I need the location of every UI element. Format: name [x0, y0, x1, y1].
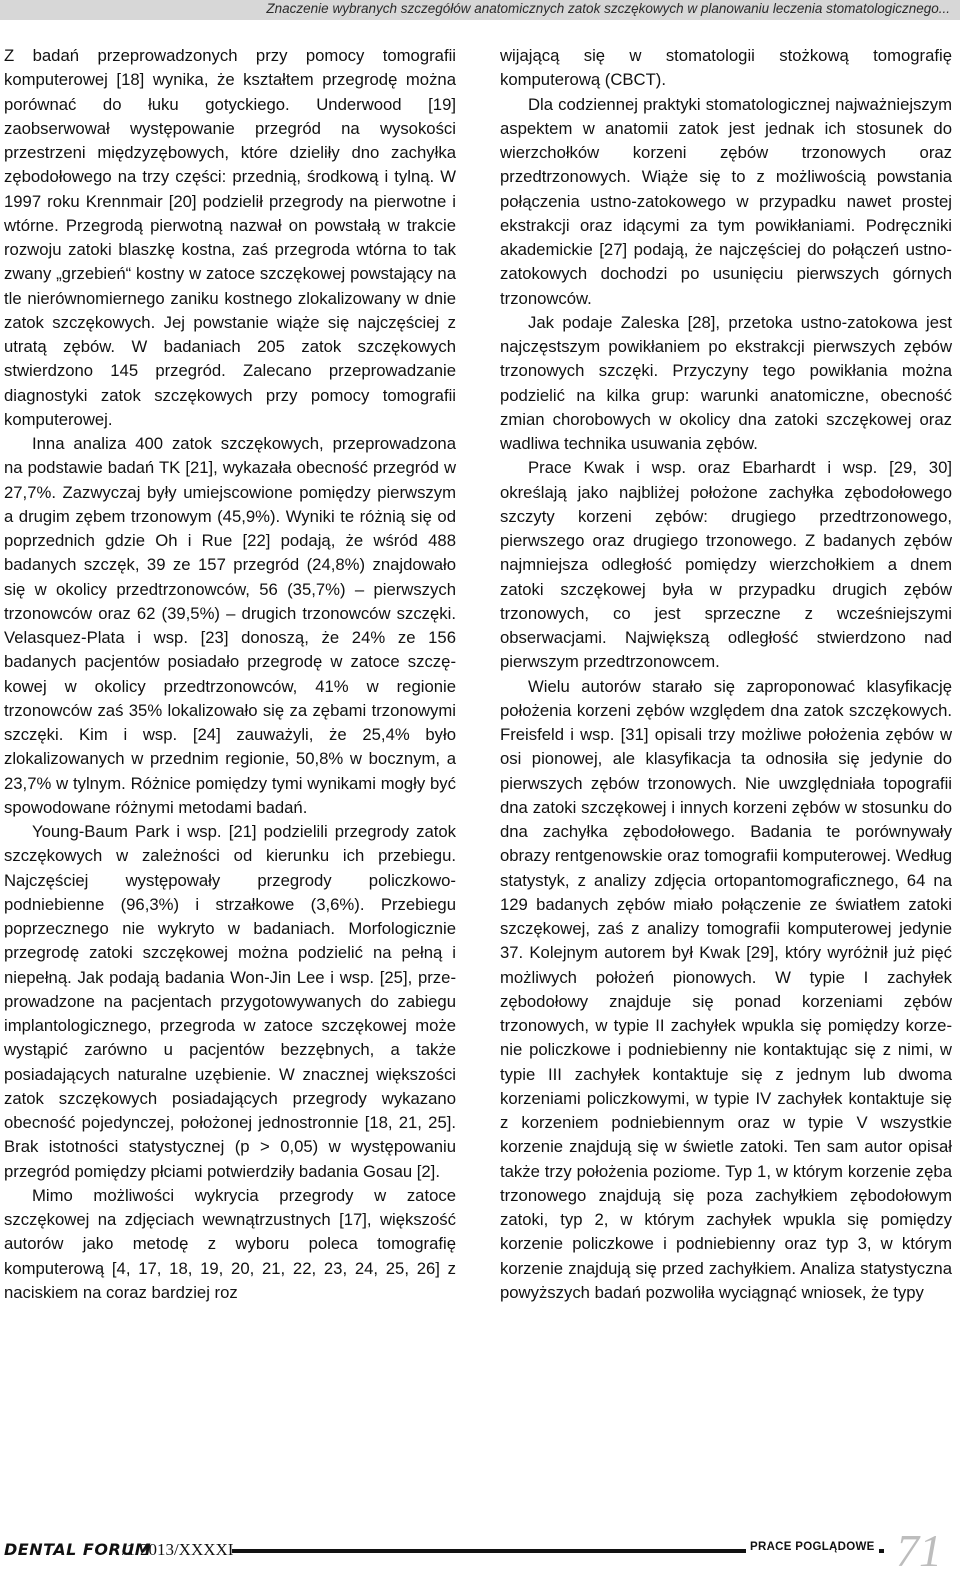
issue-number: /1/2013/XXXXI: [122, 1540, 234, 1559]
running-header: [0, 0, 960, 20]
paragraph: Mimo możliwości wykrycia przegrody w zatoce szczękowej na zdjęciach wewnątrzustnych [17], większość autorów jako metodę z wyboru poleca tomografię komputerową [4, 17, 18, 19, 20, 21, 22, 23, 24, 25, 26] z naciskiem na coraz bardziej roz: [4, 1185, 456, 1302]
paragraph: Jak podaje Zaleska [28], przetoka ustno-zatokowa jest najczęstszym powikłaniem po ekstrakcji pierwszych zębów trzonowych szczęki. Przyczyny tego powikłania można podzielić na kilka grup: warunki anatomiczne, obecność zmian chorobowych w okolicy dna zatoki szczękowej oraz wadliwa technika usuwania zębów.: [500, 312, 952, 453]
journal-logo: DENTAL FORUM: [4, 1540, 152, 1559]
section-label: PRACE POGLĄDOWE: [746, 1541, 879, 1553]
page-number: 71: [896, 1525, 942, 1576]
page-footer: [0, 1525, 960, 1577]
left-column: [4, 44, 456, 1305]
paragraph: Z badań przeprowadzonych przy pomocy tomografii komputerowej [18] wynika, że kształtem przegrodę można porównać do łuku gotyckiego. Underwood [19] zaobserwował występowanie przegród na wysokości przestrzeni międzyzębowych, które dzieliły dno zachyłka zębodołowego na trzy części: przednią, środkową i tylną. W 1997 roku Krennmair [20] podzielił przegrody na pierwotne i wtórne. Przegrodą pierwotną nazwał on powstałą w trakcie rozwoju zatoki blaszkę kostna, zaś przegroda wtórna to tak zwany „grzebień“ kostny w zatoce szczękowej powstający na tle nierównomiernego zaniku kostnego zlokalizowany w dnie zatok szczękowych. Jej powstanie wiąże się najczęściej z utratą zębów. W badaniach 205 zatok szczękowych stwierdzono 145 przegród. Zalecano przeprowadzanie diagnostyki zatok szczękowych przy pomocy tomografii komputerowej.: [4, 46, 456, 429]
paragraph: Prace Kwak i wsp. oraz Ebarhardt i wsp. [29, 30] określają jako najbliżej położone zachyłka zębodołowego szczyty korzeni zębów: drugiego przedtrzonowego, pierwszego oraz drugiego trzonowego. Z badanych zębów najmniejsza odległość pomiędzy wierzchołkiem a dnem zatoki szczękowej była w przypadku drugich zębów trzonowych, co jest sprzeczne z wcześniejszymi obserwacjami. Największą odległość stwierdzono nad pierwszym przedtrzonowcem.: [500, 458, 952, 672]
paragraph: Wielu autorów starało się zaproponować klasyfikację położenia korzeni zębów względem dna zatok szczękowych. Freisfeld i wsp. [31] opisali trzy możliwe położenia zębów w osi pionowej, ale klasyfikacja ta odnosiła się jedynie do pierwszych zębów trzonowych. Nie uwzględniała topografii dna zatoki szczękowej i innych korzeni zębów w stosunku do dna zachyłka zębodołowego. Badania te porównywały obrazy rentgenowskie oraz tomografii komputerowej. Według statystyk, z analizy zdjęcia ortopantomograficznego, 64 na 129 badanych zębów miało połączenie ze światłem zatoki szczękowej, zaś z analizy tomografii komputerowej jedynie 37. Kolejnym autorem był Kwak [29], który wyróżnił już pięć możliwych położeń pionowych. W typie I zachyłek zębodołowy znajduje się ponad korzeniami zębów trzonowych, w typie II zachyłek wpukla się pomiędzy korzenie policzkowe i podniebienny nie kontaktując się z nimi, w typie III zachyłek kontaktuje się z jednym lub dwoma korzeniami policzkowymi, w typie IV zachyłek kontaktuje się z korzeniem podniebiennym oraz w typie V wszystkie korzenie znajdują się w świetle zatoki. Ten sam autor opisał także trzy położenia poziome. Typ 1, w którym korzenie zęba trzonowego znajdują się poza zachyłkiem zębodołowym zatoki, typ 2, w którym zachyłek wpukla się pomiędzy korzenie policzkowe i podniebienny oraz typ 3, w którym korzenie znajdują się przed zachyłkiem. Analiza statystyczna powyższych badań pozwoliła wyciągnąć wniosek, że typy: [500, 676, 952, 1302]
paragraph: Dla codziennej praktyki stomatologicznej najważniejszym aspektem w anatomii zatok jest jednak ich stosunek do wierzchołków korzeni zębów trzonowych oraz przedtrzonowych. Wiąże się to z możliwością powstania połączenia ustno-zatokowego w przypadku nawet prostej ekstrakcji oraz idącymi za tym powikłaniami. Podręczniki akademickie [27] podają, że najczęściej do połączeń ustno-zatokowych dochodzi po usunięciu pierwszych górnych trzonowców.: [500, 94, 952, 308]
paragraph: wijającą się w stomatologii stożkową tomografię komputerową (CBCT).: [500, 46, 952, 90]
paragraph: Young-Baum Park i wsp. [21] podzielili przegrody zatok szczękowych w zależności od kierunku ich przebiegu. Najczęściej występowały przegrody policzkowo-podniebienne (96,3%) i strzałkowe (3,6%). Przebiegu poprzecznego nie wykryto w badaniach. Morfologicznie przegrodę zatoki szczękowej można podzielić na pełną i niepełną. Jak podają badania Won-Jin Lee i wsp. [25], przeprowadzone na pacjentach przygotowywanych do zabiegu implantologicznego, przegroda w zatoce szczękowej może wystąpić zarówno u pacjentów bezzębnych, a także posiadających naturalne uzębienie. W znacznej większości zatok szczękowych posiadających przegrody wykazano obecność pojedynczej, położonej jednostronnie [18, 21, 25]. Brak istotności statystycznej (p > 0,05) w występowaniu przegród pomiędzy płciami potwierdziły badania Gosau [2].: [4, 822, 456, 1181]
right-column: [500, 44, 952, 1305]
running-title: Znaczenie wybranych szczegółów anatomicznych zatok szczękowych w planowaniu leczenia stomatologicznego...: [266, 1, 950, 16]
paragraph: Inna analiza 400 zatok szczękowych, przeprowadzona na podstawie badań TK [21], wykazała obecność przegród w 27,7%. Zazwyczaj były umiejscowione pomiędzy pierwszym a drugim zębem trzonowym (45,9%). Wyniki te różnią się od poprzednich gdzie Oh i Rue [22] podają, że wśród 488 badanych szczęk, 39 ze 157 przegród (24,8%) znajdowało się w okolicy przedtrzonowców, 56 (35,7%) – pierwszych trzonowców oraz 62 (39,5%) – drugich trzonowców szczęki. Velasquez-Plata i wsp. [23] donoszą, że 24% ze 156 badanych pacjentów posiadało przegrodę w zatoce szczękowej w okolicy przedtrzonowców, 41% w regionie trzonowców zaś 35% lokalizowało się za zębami trzonowymi szczęki. Kim i wsp. [24] zauważyli, że 25,4% było zlokalizowanych w przednim regionie, 50,8% w bocznym, a 23,7% w tylnym. Różnice pomiędzy tymi wynikami mogły być spowodowane różnymi metodami badań.: [4, 434, 456, 817]
